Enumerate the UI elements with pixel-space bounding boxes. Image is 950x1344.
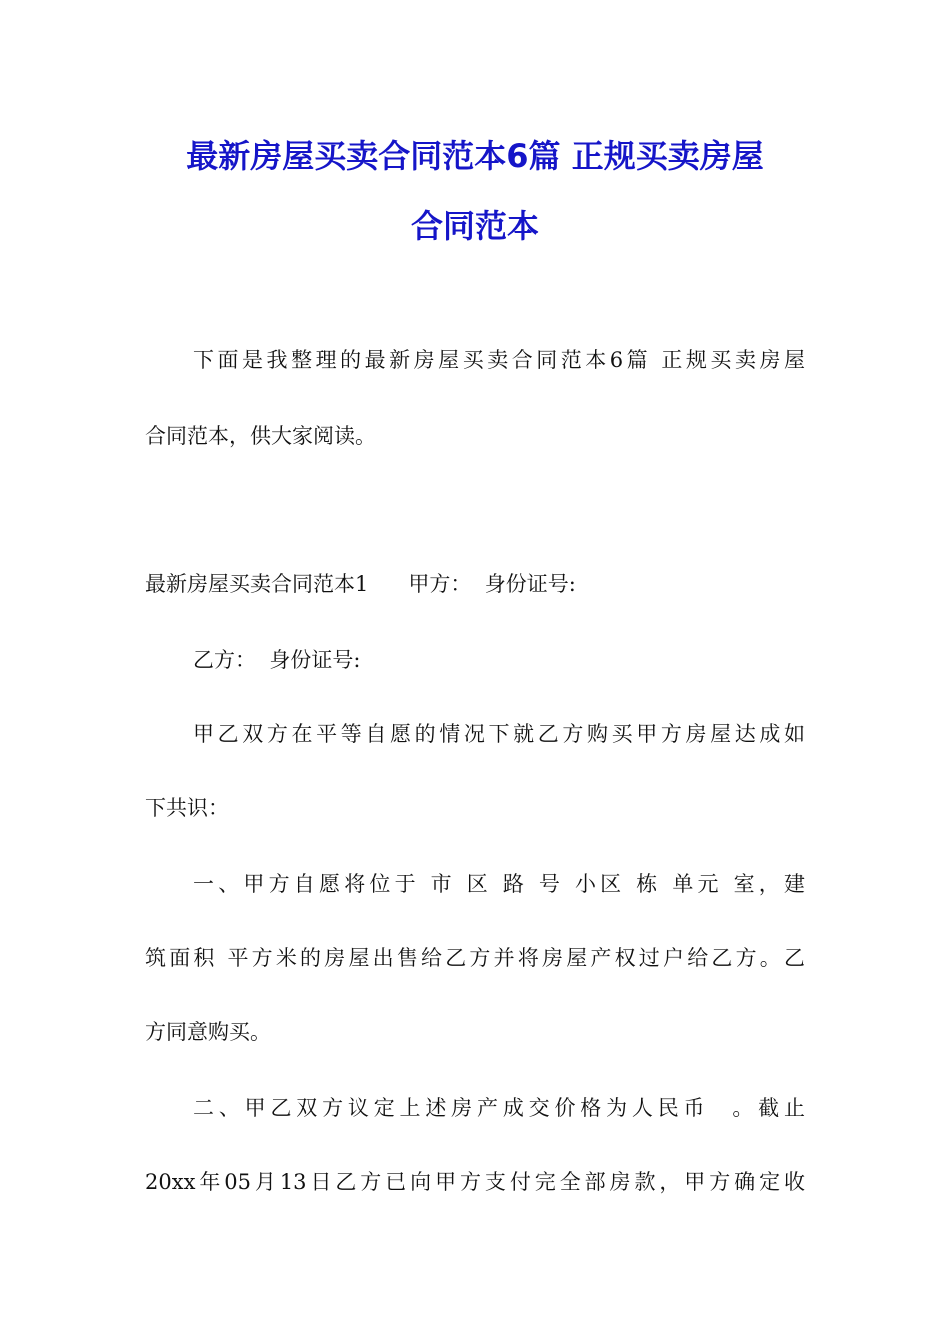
agreement-paragraph-line-1: 甲乙双方在平等自愿的情况下就乙方购买甲方房屋达成如 [193, 722, 805, 746]
intro-paragraph-line-1: 下面是我整理的最新房屋买卖合同范本6篇 正规买卖房屋 [193, 348, 805, 372]
document-title-line-1: 最新房屋买卖合同范本6篇 正规买卖房屋 [186, 137, 764, 175]
party-b-line: 乙方： 身份证号: [193, 648, 361, 672]
section-1-heading: 最新房屋买卖合同范本1 甲方： 身份证号: [145, 572, 576, 596]
agreement-paragraph-line-2: 下共识： [145, 796, 229, 820]
clause-2-line-1: 二、甲乙双方议定上述房产成交价格为人民币 。截止 [193, 1096, 805, 1120]
clause-1-line-2: 筑面积 平方米的房屋出售给乙方并将房屋产权过户给乙方。乙 [145, 946, 805, 970]
intro-paragraph-line-2: 合同范本，供大家阅读。 [145, 424, 376, 448]
document-title-line-2: 合同范本 [410, 207, 539, 245]
clause-2-line-2: 20xx年05月13日乙方已向甲方支付完全部房款，甲方确定收 [145, 1170, 805, 1194]
clause-1-line-3: 方同意购买。 [145, 1020, 271, 1044]
clause-1-line-1: 一、甲方自愿将位于 市 区 路 号 小区 栋 单元 室，建 [193, 872, 805, 896]
